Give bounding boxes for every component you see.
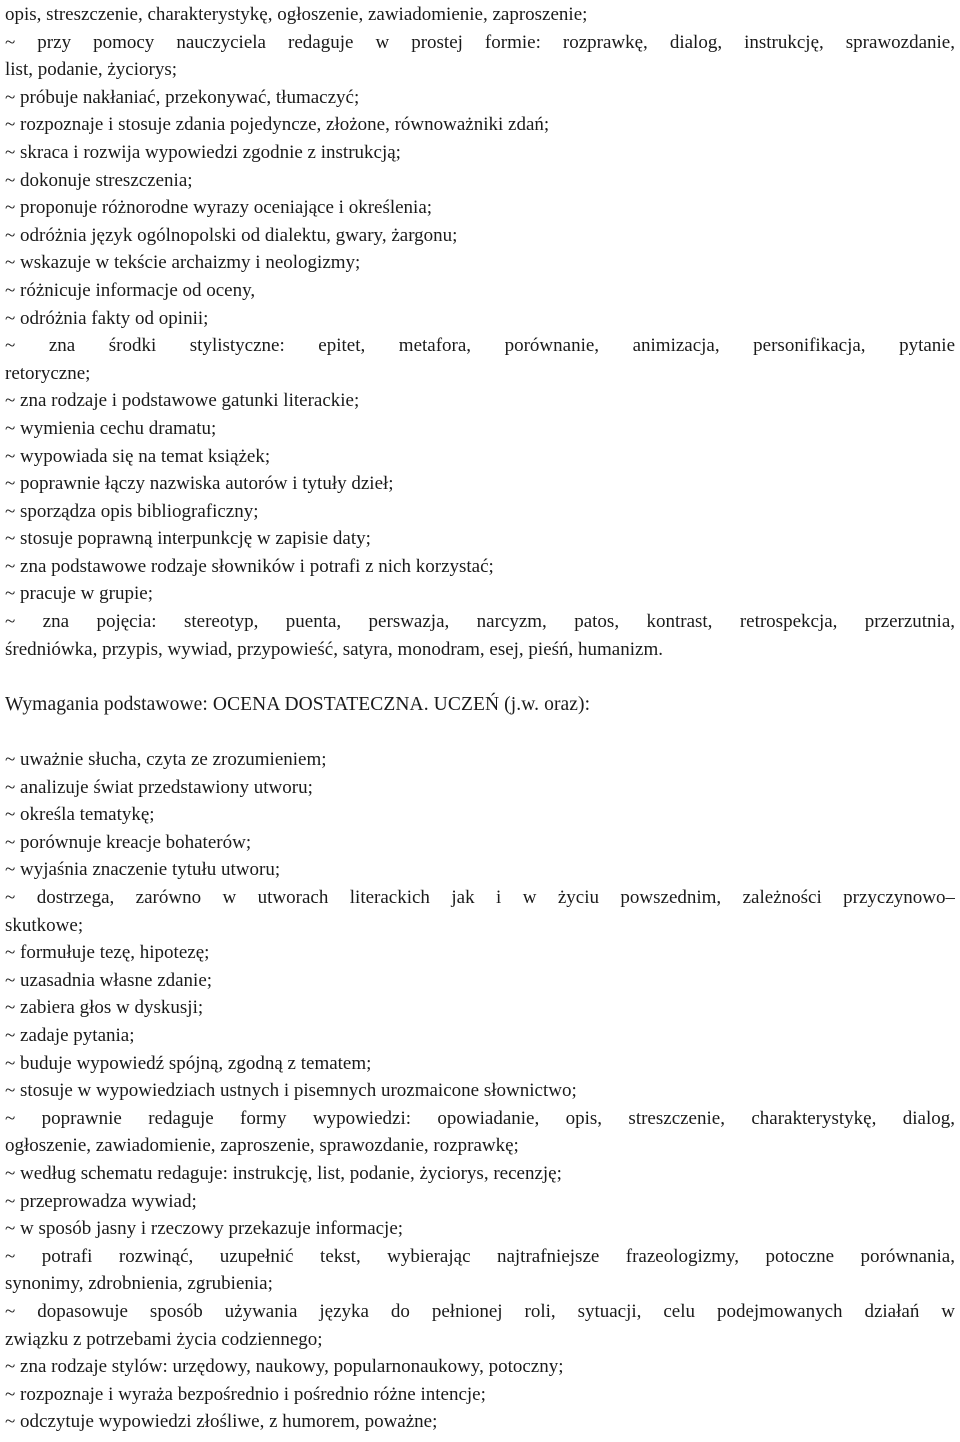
list-item-line: ~ przeprowadza wywiad;	[5, 1190, 197, 1212]
list-item-line: ~ zna pojęcia: stereotyp, puenta, perswazja, narcyzm, patos, kontrast, retrospekcja, przerzutnia,	[5, 611, 955, 633]
list-item-line: ~ dopasowuje sposób używania języka do pełnionej roli, sytuacji, celu podejmowanych działań w	[5, 1300, 955, 1322]
requirements-list-upper	[5, 1, 955, 663]
list-item-line: ~ rozpoznaje i stosuje zdania pojedyncze, złożone, równoważniki zdań;	[5, 114, 550, 136]
list-item-line: ogłoszenie, zawiadomienie, zaproszenie, sprawozdanie, rozprawkę;	[5, 1135, 519, 1157]
list-item-line: ~ zna rodzaje i podstawowe gatunki literackie;	[5, 390, 360, 412]
list-item-line: ~ porównuje kreacje bohaterów;	[5, 831, 252, 853]
list-item-line: związku z potrzebami życia codziennego;	[5, 1328, 323, 1350]
list-item-line: opis, streszczenie, charakterystykę, ogłoszenie, zawiadomienie, zaproszenie;	[5, 4, 588, 25]
list-item-line: skutkowe;	[5, 914, 84, 936]
list-item-line: ~ zna podstawowe rodzaje słowników i potrafi z nich korzystać;	[5, 555, 494, 577]
list-item-line: ~ wymienia cechu dramatu;	[5, 417, 217, 439]
list-item-line: ~ potrafi rozwinąć, uzupełnić tekst, wybierając najtrafniejsze frazeologizmy, potoczne porównania,	[5, 1245, 955, 1267]
list-item-line: ~ odróżnia język ogólnopolski od dialektu, gwary, żargonu;	[5, 224, 458, 246]
list-item-line: ~ odczytuje wypowiedzi złośliwe, z humorem, poważne;	[5, 1411, 438, 1433]
list-item-line: ~ proponuje różnorodne wyrazy oceniające i określenia;	[5, 197, 433, 219]
list-item-line: ~ przy pomocy nauczyciela redaguje w prostej formie: rozprawkę, dialog, instrukcję, sprawozdanie,	[5, 31, 955, 53]
list-item-line: ~ buduje wypowiedź spójną, zgodną z tematem;	[5, 1052, 372, 1074]
list-item-line: ~ analizuje świat przedstawiony utworu;	[5, 776, 313, 798]
list-item-line: ~ wyjaśnia znaczenie tytułu utworu;	[5, 859, 281, 881]
list-item-line: ~ różnicuje informacje od oceny,	[5, 279, 256, 301]
list-item-line: ~ poprawnie łączy nazwiska autorów i tytuły dzieł;	[5, 473, 394, 495]
list-item-line: retoryczne;	[5, 362, 91, 384]
list-item-line: ~ uważnie słucha, czyta ze zrozumieniem;	[5, 749, 327, 771]
section-heading: Wymagania podstawowe: OCENA DOSTATECZNA. UCZEŃ (j.w. oraz):	[5, 693, 591, 715]
list-item-line: ~ pracuje w grupie;	[5, 583, 153, 605]
list-item-line: ~ zadaje pytania;	[5, 1024, 135, 1046]
document-page	[5, 1, 955, 1436]
list-item-line: ~ sporządza opis bibliograficzny;	[5, 500, 259, 522]
list-item-line: ~ zabiera głos w dyskusji;	[5, 997, 204, 1019]
paragraph-gap	[5, 718, 955, 746]
list-item-line: ~ zna rodzaje stylów: urzędowy, naukowy, popularnonaukowy, potoczny;	[5, 1356, 564, 1378]
list-item-line: ~ poprawnie redaguje formy wypowiedzi: opowiadanie, opis, streszczenie, charakterystykę, dialog,	[5, 1107, 955, 1129]
list-item-line: ~ zna środki stylistyczne: epitet, metafora, porównanie, animizacja, personifikacja, pytanie	[5, 335, 955, 357]
list-item-line: ~ wskazuje w tekście archaizmy i neologizmy;	[5, 252, 361, 274]
list-item-line: ~ dokonuje streszczenia;	[5, 169, 193, 191]
list-item-line: ~ stosuje poprawną interpunkcję w zapisie daty;	[5, 528, 371, 550]
list-item-line: ~ uzasadnia własne zdanie;	[5, 969, 213, 991]
list-item-line: ~ próbuje nakłaniać, przekonywać, tłumaczyć;	[5, 86, 360, 108]
list-item-line: ~ skraca i rozwija wypowiedzi zgodnie z instrukcją;	[5, 141, 401, 163]
list-item-line: ~ stosuje w wypowiedziach ustnych i pisemnych urozmaicone słownictwo;	[5, 1080, 577, 1102]
list-item-line: synonimy, zdrobnienia, zgrubienia;	[5, 1273, 273, 1295]
list-item-line: ~ dostrzega, zarówno w utworach literackich jak i w życiu powszednim, zależności przyczynowo–	[5, 887, 955, 908]
list-item-line: ~ odróżnia fakty od opinii;	[5, 307, 209, 329]
list-item-line: ~ określa tematykę;	[5, 804, 155, 826]
paragraph-gap	[5, 663, 955, 691]
list-item-line: ~ według schematu redaguje: instrukcję, list, podanie, życiorys, recenzję;	[5, 1162, 562, 1184]
list-item-line: średniówka, przypis, wywiad, przypowieść, satyra, monodram, esej, pieśń, humanizm.	[5, 638, 663, 660]
list-item-line: ~ rozpoznaje i wyraża bezpośrednio i pośrednio różne intencje;	[5, 1383, 486, 1405]
list-item-line: ~ formułuje tezę, hipotezę;	[5, 942, 210, 964]
list-item-line: ~ w sposób jasny i rzeczowy przekazuje informacje;	[5, 1218, 404, 1240]
list-item-line: list, podanie, życiorys;	[5, 59, 178, 81]
list-item-line: ~ wypowiada się na temat książek;	[5, 445, 271, 467]
requirements-list-lower	[5, 746, 955, 1436]
